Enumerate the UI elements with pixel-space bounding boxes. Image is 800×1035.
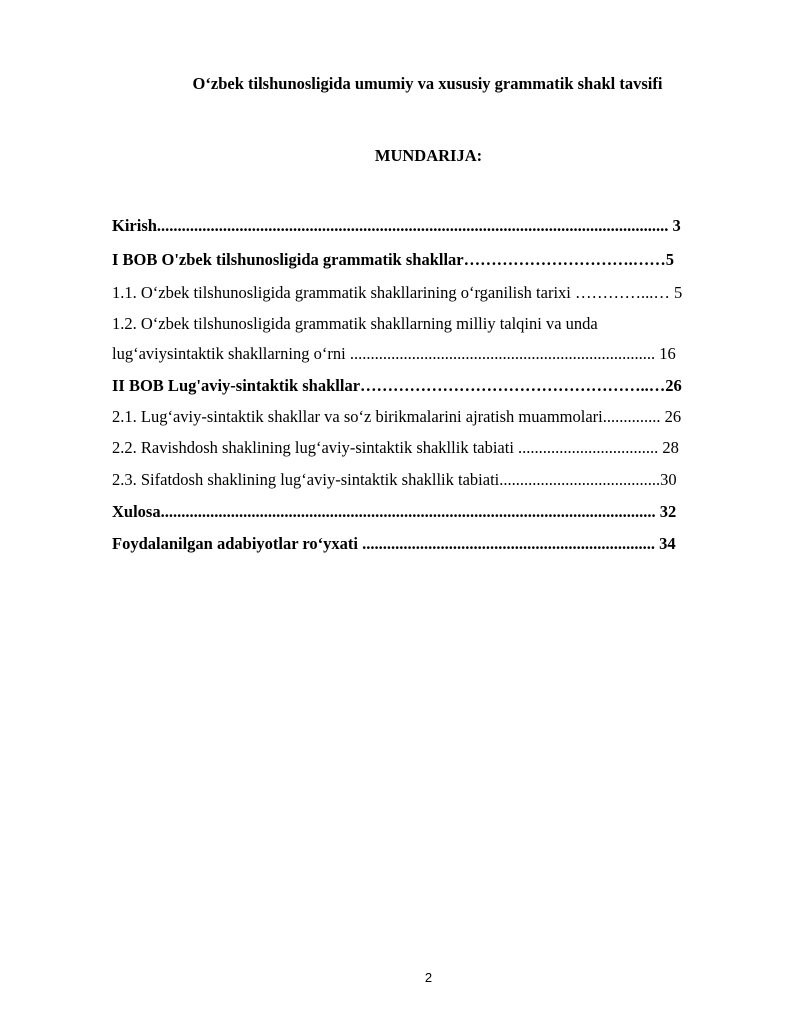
toc-entry-2-1: 2.1. Lug‘aviy-sintaktik shakllar va so‘z birikmalarini ajratish muammolari.............. 26	[112, 407, 682, 426]
toc-entry-chapter-1: I BOB O'zbek tilshunosligida grammatik shakllar………………………….……5	[112, 250, 674, 269]
toc-entry-1-1: 1.1. O‘zbek tilshunosligida grammatik shakllarining o‘rganilish tarixi …………...… 5	[112, 283, 683, 302]
toc-heading: MUNDARIJA:	[374, 146, 483, 165]
toc-entry-2-2: 2.2. Ravishdosh shaklining lug‘aviy-sintaktik shakllik tabiati .................................. 28	[112, 438, 679, 457]
toc-entry-xulosa: Xulosa........................................................................................................................ 32	[112, 502, 677, 521]
toc-entry-chapter-2: II BOB Lug'aviy-sintaktik shakllar……………………………………………..…26	[112, 376, 682, 395]
toc-entry-kirish: Kirish............................................................................................................................ 3	[112, 216, 681, 235]
page-number: 2	[424, 970, 433, 985]
toc-entry-bibliography: Foydalanilgan adabiyotlar ro‘yxati ....................................................................... 34	[112, 534, 676, 553]
toc-entry-1-2-line-2: lug‘aviysintaktik shakllarning o‘rni .......................................................................... 16	[112, 344, 676, 363]
toc-entry-1-2-line-1: 1.2. O‘zbek tilshunosligida grammatik shakllarning milliy talqini va unda	[112, 314, 598, 333]
document-title: O‘zbek tilshunosligida umumiy va xususiy grammatik shakl tavsifi	[192, 74, 663, 93]
toc-entry-2-3: 2.3. Sifatdosh shaklining lug‘aviy-sintaktik shakllik tabiati.......................................30	[112, 470, 677, 489]
